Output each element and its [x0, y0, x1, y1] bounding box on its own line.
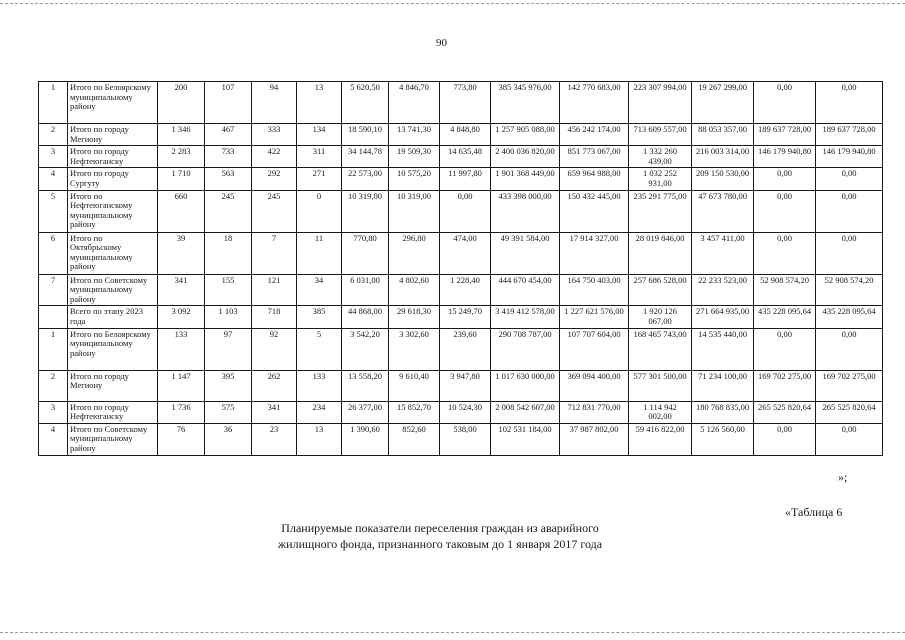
value-cell: 18 [205, 232, 252, 274]
value-cell: 851 773 067,00 [560, 146, 629, 168]
value-cell: 0,00 [754, 82, 816, 124]
table-row [39, 328, 883, 370]
value-cell: 770,80 [342, 232, 389, 274]
table-row [39, 190, 883, 232]
value-cell: 563 [205, 168, 252, 190]
value-cell: 121 [252, 274, 297, 306]
value-cell: 1 114 942 002,00 [629, 401, 692, 423]
table-row [39, 168, 883, 190]
value-cell: 456 242 174,00 [560, 124, 629, 146]
value-cell: 435 228 095,64 [754, 306, 816, 328]
value-cell: 36 [205, 423, 252, 455]
value-cell: 39 [158, 232, 205, 274]
value-cell: 7 [252, 232, 297, 274]
territory-name-cell: Итого по Белоярскому муниципальному району [68, 328, 158, 370]
value-cell: 169 702 275,00 [754, 370, 816, 401]
value-cell: 26 377,00 [342, 401, 389, 423]
table-row [39, 423, 883, 455]
value-cell: 718 [252, 306, 297, 328]
value-cell: 1 390,60 [342, 423, 389, 455]
value-cell: 14 635,48 [440, 146, 491, 168]
value-cell: 44 868,00 [342, 306, 389, 328]
value-cell: 146 179 940,80 [816, 146, 883, 168]
value-cell: 1 332 260 439,00 [629, 146, 692, 168]
value-cell: 311 [297, 146, 342, 168]
value-cell: 22 233 523,00 [692, 274, 754, 306]
table-heading-line-2: жилищного фонда, признанного таковым до 1 января 2017 года [277, 537, 603, 551]
value-cell: 47 673 780,00 [692, 190, 754, 232]
value-cell: 2 283 [158, 146, 205, 168]
value-cell: 538,00 [440, 423, 491, 455]
value-cell: 1 032 252 931,00 [629, 168, 692, 190]
value-cell: 1 920 126 067,00 [629, 306, 692, 328]
value-cell: 92 [252, 328, 297, 370]
value-cell: 852,60 [389, 423, 440, 455]
row-number-cell: 1 [39, 328, 68, 370]
territory-name-cell: Итого по городу Нефтеюганску [68, 401, 158, 423]
territory-name-cell: Итого по Октябрьскому муниципальному району [68, 232, 158, 274]
value-cell: 773,80 [440, 82, 491, 124]
value-cell: 575 [205, 401, 252, 423]
value-cell: 134 [297, 124, 342, 146]
value-cell: 2 008 542 607,00 [491, 401, 560, 423]
territory-name-cell: Итого по городу Сургуту [68, 168, 158, 190]
row-number-cell: 4 [39, 423, 68, 455]
value-cell: 0,00 [440, 190, 491, 232]
table-row [39, 146, 883, 168]
table-body [39, 82, 883, 456]
value-cell: 19 509,30 [389, 146, 440, 168]
closing-quote-mark: »; [838, 470, 848, 484]
value-cell: 18 590,10 [342, 124, 389, 146]
value-cell: 200 [158, 82, 205, 124]
page-number: 90 [436, 37, 447, 49]
row-number-cell: 7 [39, 274, 68, 306]
value-cell: 239,60 [440, 328, 491, 370]
value-cell: 733 [205, 146, 252, 168]
value-cell: 52 908 574,20 [816, 274, 883, 306]
value-cell: 0,00 [816, 168, 883, 190]
value-cell: 189 637 728,00 [816, 124, 883, 146]
value-cell: 0,00 [754, 232, 816, 274]
row-number-cell: 2 [39, 124, 68, 146]
value-cell: 660 [158, 190, 205, 232]
value-cell: 577 301 500,00 [629, 370, 692, 401]
value-cell: 0,00 [816, 423, 883, 455]
value-cell: 0,00 [816, 328, 883, 370]
table-row [39, 274, 883, 306]
value-cell: 422 [252, 146, 297, 168]
table-row [39, 82, 883, 124]
scan-bottom-edge [0, 632, 905, 633]
value-cell: 169 702 275,00 [816, 370, 883, 401]
value-cell: 369 094 400,00 [560, 370, 629, 401]
value-cell: 142 770 683,00 [560, 82, 629, 124]
value-cell: 71 234 100,00 [692, 370, 754, 401]
value-cell: 168 465 743,00 [629, 328, 692, 370]
value-cell: 713 609 557,00 [629, 124, 692, 146]
value-cell: 88 053 357,00 [692, 124, 754, 146]
value-cell: 257 686 528,00 [629, 274, 692, 306]
value-cell: 59 416 822,00 [629, 423, 692, 455]
value-cell: 150 432 445,00 [560, 190, 629, 232]
table-row [39, 370, 883, 401]
value-cell: 14 535 440,00 [692, 328, 754, 370]
territory-name-cell: Итого по Советскому муниципальному району [68, 274, 158, 306]
value-cell: 0,00 [754, 423, 816, 455]
row-number-cell: 1 [39, 82, 68, 124]
value-cell: 3 542,20 [342, 328, 389, 370]
value-cell: 107 707 604,00 [560, 328, 629, 370]
value-cell: 155 [205, 274, 252, 306]
table-label: «Таблица 6 [785, 505, 843, 519]
value-cell: 5 126 560,00 [692, 423, 754, 455]
value-cell: 10 319,00 [342, 190, 389, 232]
value-cell: 13 741,30 [389, 124, 440, 146]
value-cell: 1 346 [158, 124, 205, 146]
value-cell: 133 [158, 328, 205, 370]
territory-name-cell: Всего по этапу 2023 года [68, 306, 158, 328]
value-cell: 11 997,80 [440, 168, 491, 190]
territory-name-cell: Итого по городу Мегиону [68, 370, 158, 401]
value-cell: 13 558,20 [342, 370, 389, 401]
value-cell: 395 [205, 370, 252, 401]
value-cell: 0,00 [816, 232, 883, 274]
table-heading-line-1: Планируемые показатели переселения граждан из аварийного [281, 521, 599, 535]
value-cell: 1 736 [158, 401, 205, 423]
value-cell: 385 345 976,00 [491, 82, 560, 124]
value-cell: 223 307 994,00 [629, 82, 692, 124]
value-cell: 271 [297, 168, 342, 190]
row-number-cell: 3 [39, 146, 68, 168]
value-cell: 10 524,30 [440, 401, 491, 423]
value-cell: 97 [205, 328, 252, 370]
scan-top-edge [0, 3, 905, 4]
table-heading [200, 520, 680, 552]
value-cell: 107 [205, 82, 252, 124]
value-cell: 385 [297, 306, 342, 328]
value-cell: 0,00 [816, 190, 883, 232]
value-cell: 1 227 621 576,00 [560, 306, 629, 328]
value-cell: 3 457 411,00 [692, 232, 754, 274]
territory-name-cell: Итого по Нефтеюганскому муниципальному району [68, 190, 158, 232]
row-number-cell: 4 [39, 168, 68, 190]
value-cell: 3 419 412 578,00 [491, 306, 560, 328]
territory-name-cell: Итого по Белоярскому муниципальному району [68, 82, 158, 124]
value-cell: 146 179 940,80 [754, 146, 816, 168]
row-number-cell: 6 [39, 232, 68, 274]
value-cell: 1 257 905 088,00 [491, 124, 560, 146]
value-cell: 29 618,30 [389, 306, 440, 328]
value-cell: 3 092 [158, 306, 205, 328]
value-cell: 712 831 770,00 [560, 401, 629, 423]
value-cell: 13 [297, 82, 342, 124]
value-cell: 659 964 988,00 [560, 168, 629, 190]
territory-name-cell: Итого по городу Нефтеюганску [68, 146, 158, 168]
value-cell: 245 [252, 190, 297, 232]
value-cell: 189 637 728,00 [754, 124, 816, 146]
value-cell: 3 302,60 [389, 328, 440, 370]
value-cell: 2 400 036 820,00 [491, 146, 560, 168]
value-cell: 234 [297, 401, 342, 423]
value-cell: 19 267 299,00 [692, 82, 754, 124]
value-cell: 245 [205, 190, 252, 232]
value-cell: 1 017 630 000,00 [491, 370, 560, 401]
value-cell: 0,00 [816, 82, 883, 124]
value-cell: 22 573,00 [342, 168, 389, 190]
value-cell: 290 708 787,00 [491, 328, 560, 370]
value-cell: 11 [297, 232, 342, 274]
value-cell: 13 [297, 423, 342, 455]
value-cell: 3 947,80 [440, 370, 491, 401]
value-cell: 333 [252, 124, 297, 146]
value-cell: 1 228,40 [440, 274, 491, 306]
value-cell: 17 914 327,00 [560, 232, 629, 274]
value-cell: 6 031,00 [342, 274, 389, 306]
value-cell: 5 [297, 328, 342, 370]
value-cell: 1 103 [205, 306, 252, 328]
value-cell: 433 398 000,00 [491, 190, 560, 232]
value-cell: 444 670 454,00 [491, 274, 560, 306]
value-cell: 1 147 [158, 370, 205, 401]
value-cell: 10 319,00 [389, 190, 440, 232]
row-number-cell: 5 [39, 190, 68, 232]
table-row [39, 306, 883, 328]
value-cell: 9 610,40 [389, 370, 440, 401]
value-cell: 292 [252, 168, 297, 190]
territory-name-cell: Итого по Советскому муниципальному району [68, 423, 158, 455]
value-cell: 34 144,78 [342, 146, 389, 168]
value-cell: 0 [297, 190, 342, 232]
value-cell: 180 768 835,00 [692, 401, 754, 423]
value-cell: 37 987 802,00 [560, 423, 629, 455]
value-cell: 23 [252, 423, 297, 455]
value-cell: 1 710 [158, 168, 205, 190]
value-cell: 435 228 095,64 [816, 306, 883, 328]
table-row [39, 232, 883, 274]
value-cell: 467 [205, 124, 252, 146]
value-cell: 341 [158, 274, 205, 306]
value-cell: 164 750 403,00 [560, 274, 629, 306]
table-row [39, 124, 883, 146]
value-cell: 34 [297, 274, 342, 306]
value-cell: 209 150 530,00 [692, 168, 754, 190]
value-cell: 0,00 [754, 190, 816, 232]
value-cell: 474,00 [440, 232, 491, 274]
value-cell: 28 019 846,00 [629, 232, 692, 274]
row-number-cell [39, 306, 68, 328]
resettlement-table [38, 81, 883, 456]
value-cell: 76 [158, 423, 205, 455]
value-cell: 5 620,50 [342, 82, 389, 124]
value-cell: 4 846,70 [389, 82, 440, 124]
value-cell: 102 531 184,00 [491, 423, 560, 455]
value-cell: 271 664 935,00 [692, 306, 754, 328]
row-number-cell: 3 [39, 401, 68, 423]
table-row [39, 401, 883, 423]
value-cell: 1 901 368 449,00 [491, 168, 560, 190]
value-cell: 265 525 820,64 [816, 401, 883, 423]
value-cell: 49 391 584,00 [491, 232, 560, 274]
value-cell: 341 [252, 401, 297, 423]
value-cell: 15 852,70 [389, 401, 440, 423]
value-cell: 0,00 [754, 168, 816, 190]
territory-name-cell: Итого по городу Мегиону [68, 124, 158, 146]
value-cell: 262 [252, 370, 297, 401]
value-cell: 4 802,60 [389, 274, 440, 306]
value-cell: 265 525 820,64 [754, 401, 816, 423]
value-cell: 4 848,80 [440, 124, 491, 146]
value-cell: 296,80 [389, 232, 440, 274]
value-cell: 235 291 775,00 [629, 190, 692, 232]
value-cell: 216 003 314,00 [692, 146, 754, 168]
value-cell: 52 908 574,20 [754, 274, 816, 306]
value-cell: 15 249,70 [440, 306, 491, 328]
row-number-cell: 2 [39, 370, 68, 401]
value-cell: 94 [252, 82, 297, 124]
value-cell: 133 [297, 370, 342, 401]
value-cell: 0,00 [754, 328, 816, 370]
value-cell: 10 575,20 [389, 168, 440, 190]
